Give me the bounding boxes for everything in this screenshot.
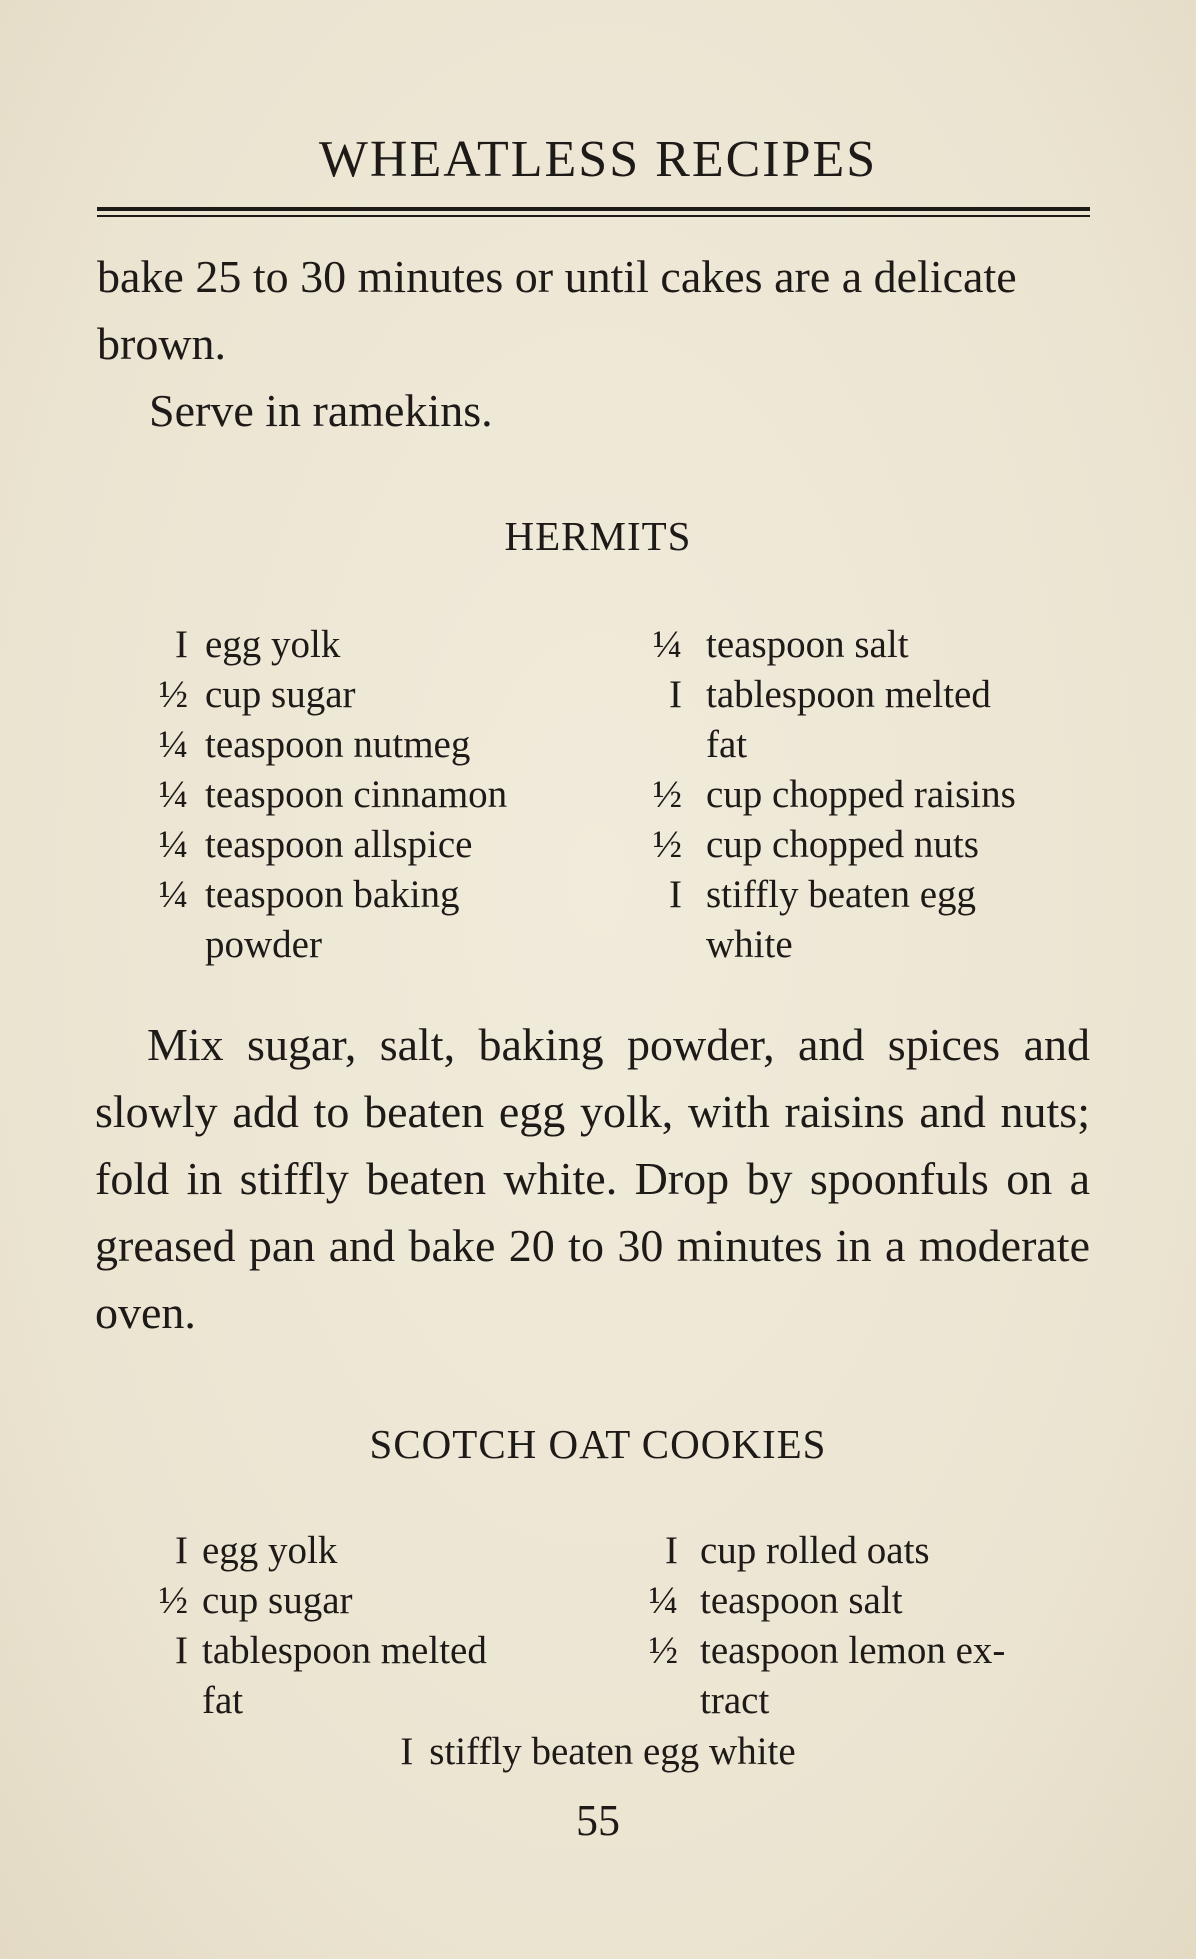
ingredient-text: teaspoon cinnamon xyxy=(205,773,508,816)
ingredient-qty: ¼ xyxy=(648,1579,678,1622)
ingredient-item xyxy=(640,670,1016,770)
ingredient-qty: I xyxy=(175,1529,188,1572)
ingredient-text: cup rolled oats xyxy=(700,1529,930,1572)
ingredient-qty: ¼ xyxy=(158,773,188,816)
ingredient-continuation: powder xyxy=(205,923,322,966)
ingredient-qty: ½ xyxy=(648,1629,678,1672)
header-rule-thick xyxy=(97,207,1090,211)
ingredient-text: stiffly beaten egg white xyxy=(429,1730,796,1773)
recipe-title-scotch-oat-cookies: SCOTCH OAT COOKIES xyxy=(369,1421,827,1467)
ingredient-item xyxy=(140,1576,487,1626)
ingredient-qty: ¼ xyxy=(158,823,188,866)
ingredient-item xyxy=(140,820,507,870)
ingredient-text: teaspoon nutmeg xyxy=(205,723,471,766)
hermits-ingredients-left xyxy=(140,620,507,970)
ingredient-qty: ½ xyxy=(158,673,188,716)
ingredient-text: cup sugar xyxy=(202,1579,353,1622)
ingredient-item xyxy=(140,670,507,720)
scotch-ingredients-left xyxy=(140,1526,487,1726)
running-head: WHEATLESS RECIPES xyxy=(318,131,878,188)
ingredient-qty: ½ xyxy=(652,773,682,816)
ingredient-text: egg yolk xyxy=(205,623,341,666)
ingredient-item xyxy=(640,770,1016,820)
ingredient-continuation: white xyxy=(706,923,793,966)
ingredient-qty: I xyxy=(175,1629,188,1672)
continued-paragraph xyxy=(97,243,1090,377)
ingredient-text: teaspoon salt xyxy=(706,623,909,666)
page-number: 55 xyxy=(576,1796,620,1845)
hermits-ingredients-right xyxy=(640,620,1016,970)
ingredient-qty: ½ xyxy=(158,1579,188,1622)
ingredient-item xyxy=(640,870,1016,970)
ingredient-item xyxy=(636,1626,1005,1726)
ingredient-qty: I xyxy=(400,1730,414,1773)
ingredient-qty: ½ xyxy=(652,823,682,866)
ingredient-item xyxy=(140,620,507,670)
method-text: Mix sugar, salt, baking powder, and spices and slowly add to beaten egg yolk, with raisins and nuts; fold in stiffly beaten white. Drop by spoonfuls on a greased pan and bake 20 to 30 minutes in a moderate oven. xyxy=(95,1019,1090,1338)
ingredient-qty: I xyxy=(665,1529,678,1572)
ingredient-continuation: tract xyxy=(700,1679,770,1722)
ingredient-item xyxy=(140,720,507,770)
ingredient-text: cup chopped nuts xyxy=(706,823,979,866)
hermits-method xyxy=(95,1011,1090,1346)
ingredient-qty: I xyxy=(175,623,188,666)
ingredient-text: stiffly beaten egg xyxy=(706,873,977,916)
ingredient-text: cup chopped raisins xyxy=(706,773,1016,816)
ingredient-item xyxy=(140,770,507,820)
ingredient-item xyxy=(640,620,1016,670)
ingredient-qty: ¼ xyxy=(158,723,188,766)
ingredient-item xyxy=(640,820,1016,870)
ingredient-text: teaspoon lemon ex- xyxy=(700,1629,1006,1672)
ingredient-item xyxy=(140,1626,487,1726)
scotch-ingredient-centered xyxy=(0,1727,1196,1777)
recipe-title-hermits: HERMITS xyxy=(504,513,692,559)
ingredient-text: teaspoon baking xyxy=(205,873,460,916)
ingredient-item xyxy=(140,1526,487,1576)
header-rule-thin xyxy=(97,215,1090,217)
ingredient-text: teaspoon salt xyxy=(700,1579,903,1622)
ingredient-text: cup sugar xyxy=(205,673,356,716)
scotch-ingredients-right xyxy=(636,1526,1005,1726)
ingredient-item xyxy=(636,1576,1005,1626)
ingredient-qty: ¼ xyxy=(158,873,188,916)
continued-text: bake 25 to 30 minutes or until cakes are a delicate brown. xyxy=(97,251,1017,369)
serve-text: Serve in ramekins. xyxy=(149,385,493,436)
ingredient-text: tablespoon melted xyxy=(706,673,991,716)
ingredient-continuation: fat xyxy=(202,1679,244,1722)
ingredient-item xyxy=(636,1526,1005,1576)
ingredient-text: tablespoon melted xyxy=(202,1629,487,1672)
serve-paragraph xyxy=(97,377,1090,444)
ingredient-item xyxy=(140,870,507,970)
ingredient-text: teaspoon allspice xyxy=(205,823,473,866)
ingredient-qty: I xyxy=(669,873,682,916)
ingredient-qty: ¼ xyxy=(652,623,682,666)
ingredient-qty: I xyxy=(669,673,682,716)
ingredient-continuation: fat xyxy=(706,723,748,766)
ingredient-text: egg yolk xyxy=(202,1529,338,1572)
